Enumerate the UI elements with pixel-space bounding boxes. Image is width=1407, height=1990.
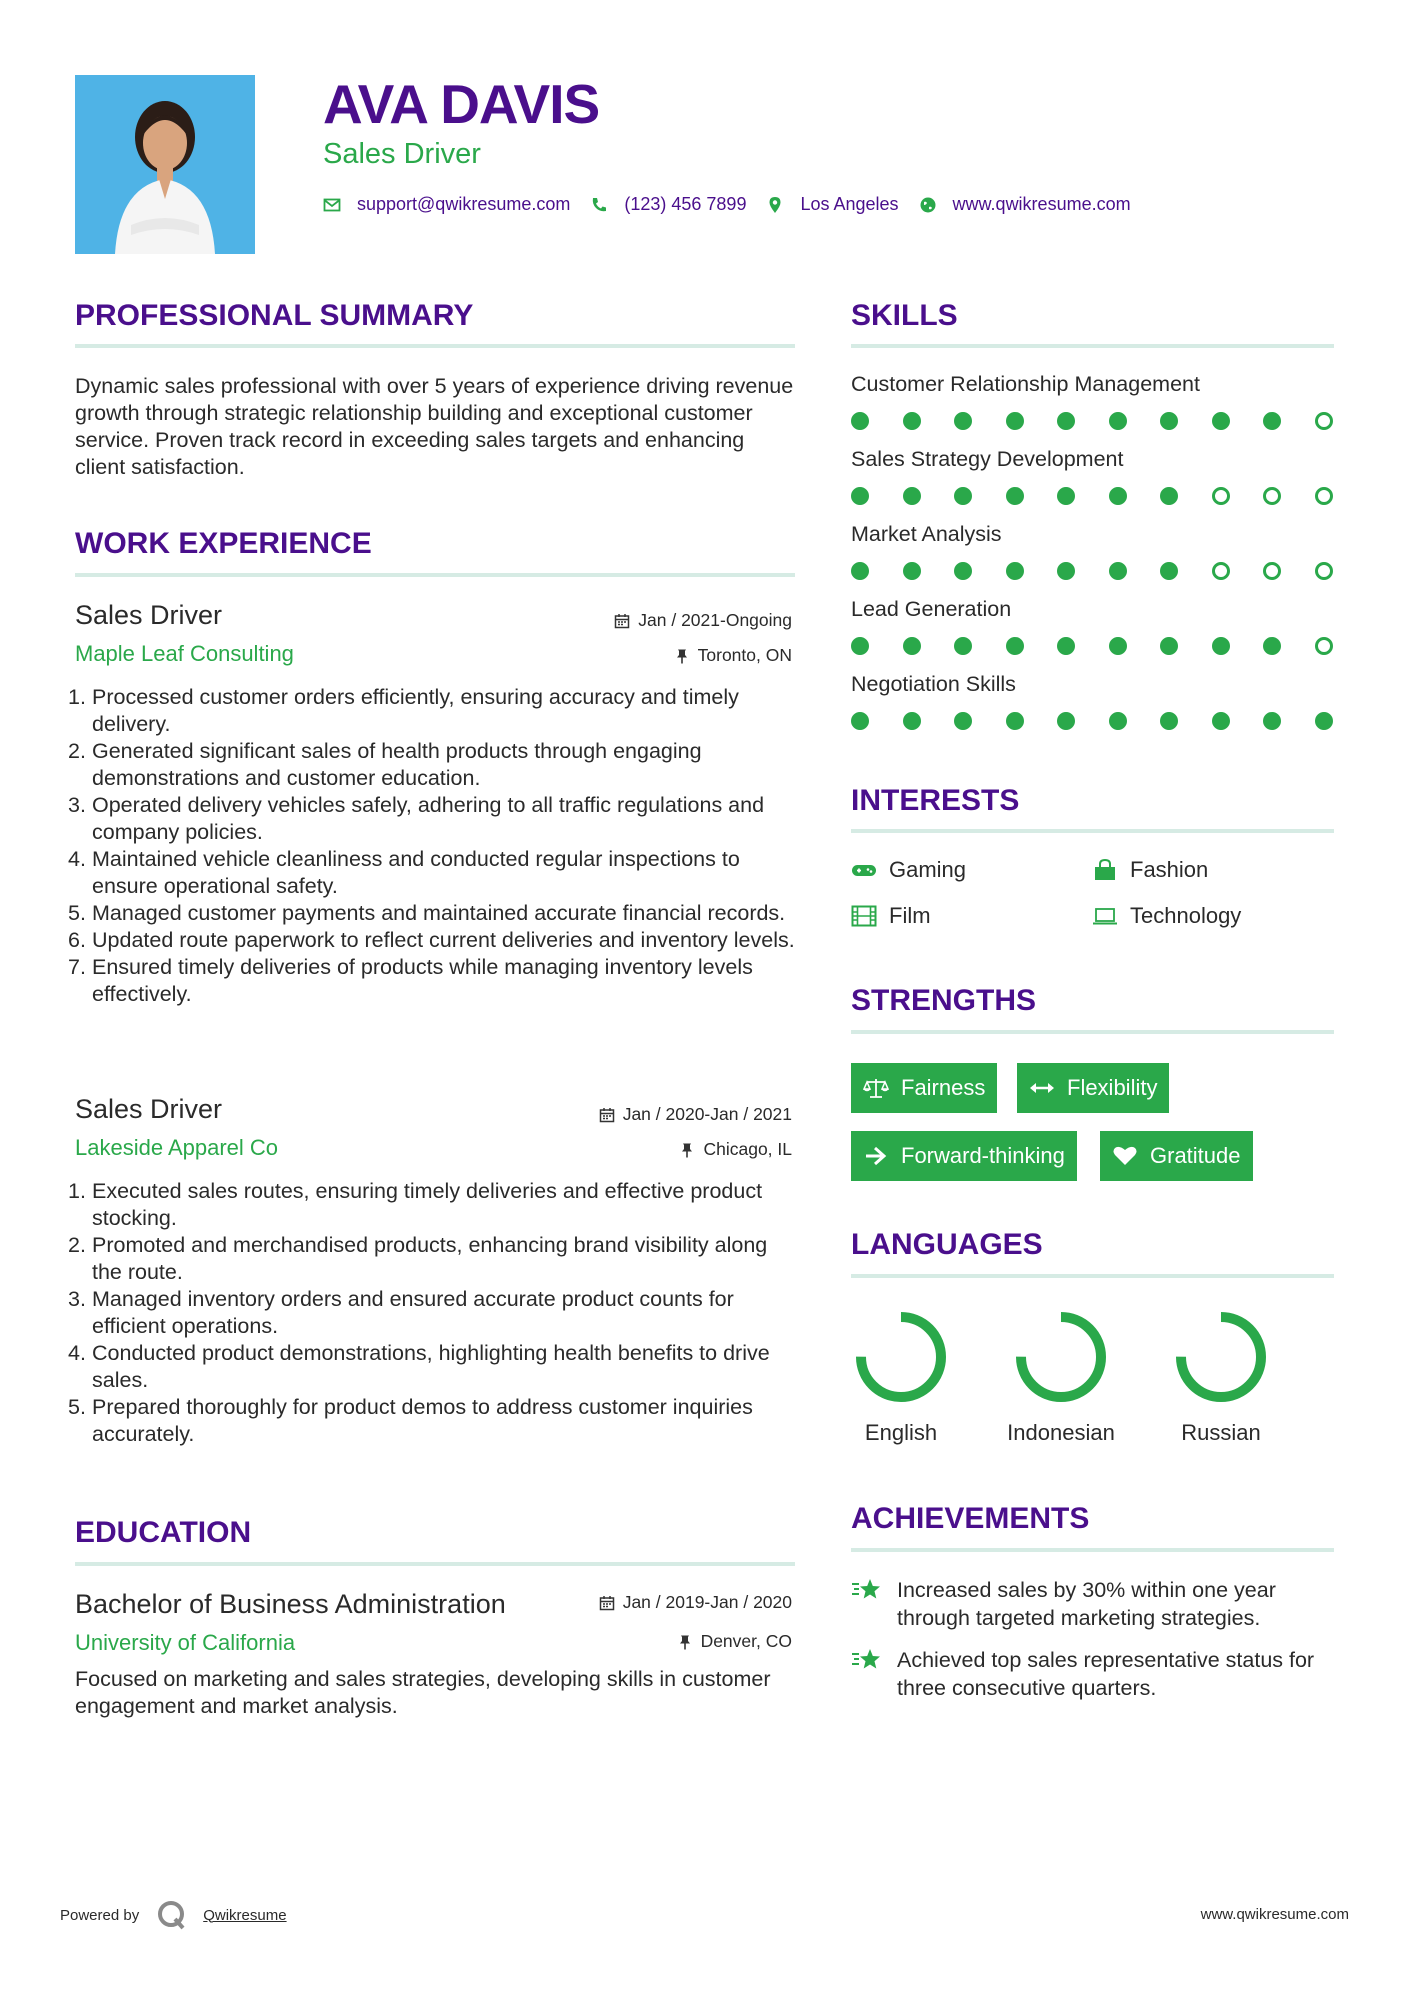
rating-dot-filled — [954, 562, 972, 580]
rating-dot-filled — [1006, 637, 1024, 655]
rating-dot-filled — [1109, 562, 1127, 580]
rating-dot-filled — [851, 712, 869, 730]
experience-divider — [75, 573, 795, 577]
job-location — [679, 1139, 792, 1160]
job-bullets — [68, 1178, 798, 1448]
strength-fairness — [851, 1063, 997, 1113]
skills-divider — [851, 344, 1334, 348]
rating-dot-empty — [1315, 637, 1333, 655]
education-location-text: Denver, CO — [700, 1631, 792, 1651]
rating-dot-empty — [1263, 487, 1281, 505]
achievements-divider — [851, 1548, 1334, 1552]
strength-label: Fairness — [901, 1075, 986, 1100]
strength-flexibility — [1017, 1063, 1169, 1113]
job-dates-text: Jan / 2020-Jan / 2021 — [622, 1104, 792, 1124]
star-icon — [851, 1646, 885, 1674]
job-dates-text: Jan / 2021-Ongoing — [638, 610, 792, 630]
rating-dot-filled — [1109, 487, 1127, 505]
rating-dot-filled — [1057, 562, 1075, 580]
rating-dot-filled — [1109, 637, 1127, 655]
interest-label: Fashion — [1130, 857, 1209, 882]
skill-name: Customer Relationship Management — [851, 372, 1200, 396]
rating-dot-filled — [1160, 712, 1178, 730]
skill-rating — [851, 487, 1333, 505]
language-name: English — [864, 1420, 938, 1445]
summary-divider — [75, 344, 795, 348]
rating-dot-empty — [1315, 412, 1333, 430]
degree-title: Bachelor of Business Administration — [75, 1589, 506, 1619]
languages-heading: LANGUAGES — [851, 1228, 1043, 1261]
rating-dot-filled — [1263, 412, 1281, 430]
rating-dot-filled — [851, 562, 869, 580]
location-text: Los Angeles — [800, 194, 899, 214]
arrows-horizontal-icon — [1029, 1077, 1055, 1099]
list-item: 4. Maintained vehicle cleanliness and conducted regular inspections to ensure operational safety. — [68, 847, 740, 898]
rating-dot-filled — [851, 637, 869, 655]
powered-by-label: Powered by — [60, 1906, 140, 1924]
achievement-text: Achieved top sales representative status for three consecutive quarters. — [897, 1648, 1315, 1700]
rating-dot-filled — [903, 562, 921, 580]
rating-dot-filled — [903, 487, 921, 505]
achievement-text: Increased sales by 30% within one year through targeted marketing strategies. — [897, 1578, 1276, 1630]
rating-dot-filled — [903, 637, 921, 655]
calendar-icon — [599, 1595, 615, 1611]
rating-dot-filled — [1263, 712, 1281, 730]
education-divider — [75, 1562, 795, 1566]
strength-forward-thinking — [851, 1131, 1077, 1181]
rating-dot-filled — [1109, 412, 1127, 430]
skill-rating — [851, 562, 1333, 580]
interest-gaming — [851, 857, 966, 883]
interest-label: Gaming — [889, 857, 967, 882]
contact-phone[interactable] — [590, 194, 746, 215]
language-ring — [1166, 1307, 1276, 1407]
skill-name: Market Analysis — [851, 522, 1002, 546]
list-item: 3. Operated delivery vehicles safely, adhering to all traffic regulations and company policies. — [68, 793, 765, 844]
shopping-bag-icon — [1092, 859, 1118, 881]
rating-dot-empty — [1212, 487, 1230, 505]
list-item: 5. Managed customer payments and maintained accurate financial records. — [68, 901, 786, 925]
education-dates — [599, 1592, 792, 1613]
website-text: www.qwikresume.com — [952, 194, 1131, 214]
rating-dot-filled — [1057, 487, 1075, 505]
strength-gratitude — [1100, 1131, 1253, 1181]
education-location — [677, 1631, 792, 1652]
rating-dot-filled — [1160, 637, 1178, 655]
heart-icon — [1112, 1145, 1138, 1167]
rating-dot-filled — [1006, 487, 1024, 505]
rating-dot-filled — [1160, 487, 1178, 505]
rating-dot-filled — [1212, 412, 1230, 430]
skill-rating — [851, 412, 1333, 430]
language-progress-arc — [1181, 1317, 1261, 1397]
arrow-right-icon — [863, 1145, 889, 1167]
achievements-heading: ACHIEVEMENTS — [851, 1502, 1090, 1535]
skill-name: Lead Generation — [851, 597, 1012, 621]
language-progress-arc — [861, 1317, 941, 1397]
rating-dot-filled — [1006, 412, 1024, 430]
contact-bar — [323, 194, 1151, 215]
list-item: 6. Updated route paperwork to reflect current deliveries and inventory levels. — [68, 928, 795, 952]
map-marker-icon — [766, 196, 784, 214]
education-description: Focused on marketing and sales strategies, developing skills in customer engagement and market analysis. — [75, 1667, 771, 1718]
rating-dot-filled — [851, 487, 869, 505]
pin-icon — [679, 1142, 695, 1158]
interests-divider — [851, 829, 1334, 833]
contact-website[interactable] — [919, 194, 1131, 215]
envelope-icon — [323, 196, 341, 214]
list-item: 3. Managed inventory orders and ensured accurate product counts for efficient operations. — [68, 1287, 734, 1338]
school-name: University of California — [75, 1630, 296, 1655]
language-ring — [846, 1307, 956, 1407]
rating-dot-filled — [954, 637, 972, 655]
profile-photo-image — [75, 75, 255, 254]
rating-dot-filled — [1057, 712, 1075, 730]
job-location-text: Toronto, ON — [697, 645, 792, 665]
languages-divider — [851, 1274, 1334, 1278]
interest-label: Technology — [1130, 903, 1242, 928]
job-company: Maple Leaf Consulting — [75, 641, 294, 666]
job-company: Lakeside Apparel Co — [75, 1135, 279, 1160]
rating-dot-empty — [1212, 562, 1230, 580]
rating-dot-filled — [954, 712, 972, 730]
education-heading: EDUCATION — [75, 1516, 252, 1549]
rating-dot-filled — [1160, 412, 1178, 430]
phone-icon — [590, 196, 608, 214]
language-name: Russian — [1181, 1420, 1261, 1445]
language-progress-arc — [1021, 1317, 1101, 1397]
profile-photo — [75, 75, 255, 254]
contact-location — [766, 194, 898, 215]
skill-name: Sales Strategy Development — [851, 447, 1124, 471]
rating-dot-filled — [903, 412, 921, 430]
rating-dot-filled — [1212, 712, 1230, 730]
skill-rating — [851, 712, 1333, 730]
job-dates — [614, 610, 792, 631]
rating-dot-filled — [1057, 412, 1075, 430]
rating-dot-filled — [1006, 712, 1024, 730]
globe-icon — [919, 196, 937, 214]
skill-rating — [851, 637, 1333, 655]
interest-label: Film — [889, 903, 931, 928]
strengths-heading: STRENGTHS — [851, 984, 1037, 1017]
language-name: Indonesian — [1007, 1420, 1115, 1445]
pin-icon — [677, 1634, 693, 1650]
laptop-icon — [1092, 905, 1118, 927]
job-location — [674, 645, 792, 666]
strength-label: Forward-thinking — [901, 1143, 1065, 1168]
list-item: 2. Generated significant sales of health products through engaging demonstrations and customer education. — [68, 739, 702, 790]
list-item: 7. Ensured timely deliveries of products while managing inventory levels effectively. — [68, 955, 753, 1006]
language-progress-ring — [1011, 1307, 1111, 1407]
interests-heading: INTERESTS — [851, 784, 1020, 817]
calendar-icon — [614, 613, 630, 629]
rating-dot-empty — [1315, 487, 1333, 505]
job-title: Sales Driver — [75, 600, 223, 630]
summary-heading: PROFESSIONAL SUMMARY — [75, 299, 474, 332]
pin-icon — [674, 648, 690, 664]
interest-film — [851, 903, 931, 929]
education-dates-text: Jan / 2019-Jan / 2020 — [622, 1592, 792, 1612]
job-title: Sales Driver — [75, 1094, 223, 1124]
star-icon — [851, 1576, 885, 1604]
job-location-text: Chicago, IL — [703, 1139, 792, 1159]
rating-dot-filled — [1212, 637, 1230, 655]
rating-dot-filled — [1057, 637, 1075, 655]
rating-dot-filled — [1109, 712, 1127, 730]
rating-dot-filled — [1263, 637, 1281, 655]
skills-heading: SKILLS — [851, 299, 958, 332]
rating-dot-filled — [903, 712, 921, 730]
email-text: support@qwikresume.com — [357, 194, 571, 214]
strength-label: Flexibility — [1067, 1075, 1158, 1100]
rating-dot-filled — [954, 412, 972, 430]
brand-link[interactable]: Qwikresume — [203, 1906, 287, 1924]
list-item: 1. Processed customer orders efficiently, ensuring accuracy and timely delivery. — [68, 685, 739, 736]
list-item: 4. Conducted product demonstrations, highlighting health benefits to drive sales. — [68, 1341, 770, 1392]
job-dates — [599, 1104, 792, 1125]
calendar-icon — [599, 1107, 615, 1123]
achievement-item — [851, 1576, 1331, 1632]
footer-url[interactable]: www.qwikresume.com — [1200, 1906, 1349, 1923]
candidate-role: Sales Driver — [323, 138, 481, 170]
list-item: 1. Executed sales routes, ensuring timely deliveries and effective product stocking. — [68, 1179, 763, 1230]
balance-scale-icon — [863, 1077, 889, 1099]
phone-text: (123) 456 7899 — [624, 194, 747, 214]
interest-fashion — [1092, 857, 1208, 883]
footer-powered-by — [60, 1898, 287, 1932]
rating-dot-filled — [1160, 562, 1178, 580]
achievement-item — [851, 1646, 1331, 1702]
film-icon — [851, 905, 877, 927]
gamepad-icon — [851, 859, 877, 881]
summary-text: Dynamic sales professional with over 5 years of experience driving revenue growth through strategic relationship building and exceptional customer service. Proven track record in exceeding sales targets and enhancing client satisfaction. — [75, 374, 794, 479]
qwikresume-logo-icon — [155, 1898, 189, 1932]
list-item: 5. Prepared thoroughly for product demos to address customer inquiries accurately. — [68, 1395, 753, 1446]
interest-technology — [1092, 903, 1241, 929]
strengths-divider — [851, 1030, 1334, 1034]
rating-dot-filled — [851, 412, 869, 430]
job-bullets — [68, 684, 798, 1008]
rating-dot-filled — [1315, 712, 1333, 730]
rating-dot-empty — [1315, 562, 1333, 580]
rating-dot-filled — [1006, 562, 1024, 580]
rating-dot-empty — [1263, 562, 1281, 580]
list-item: 2. Promoted and merchandised products, enhancing brand visibility along the route. — [68, 1233, 768, 1284]
strength-label: Gratitude — [1150, 1143, 1241, 1168]
experience-heading: WORK EXPERIENCE — [75, 527, 372, 560]
language-ring — [1006, 1307, 1116, 1407]
contact-email[interactable] — [323, 194, 570, 215]
skill-name: Negotiation Skills — [851, 672, 1016, 696]
language-progress-ring — [851, 1307, 951, 1407]
rating-dot-filled — [954, 487, 972, 505]
language-progress-ring — [1171, 1307, 1271, 1407]
candidate-name: AVA DAVIS — [323, 73, 600, 135]
